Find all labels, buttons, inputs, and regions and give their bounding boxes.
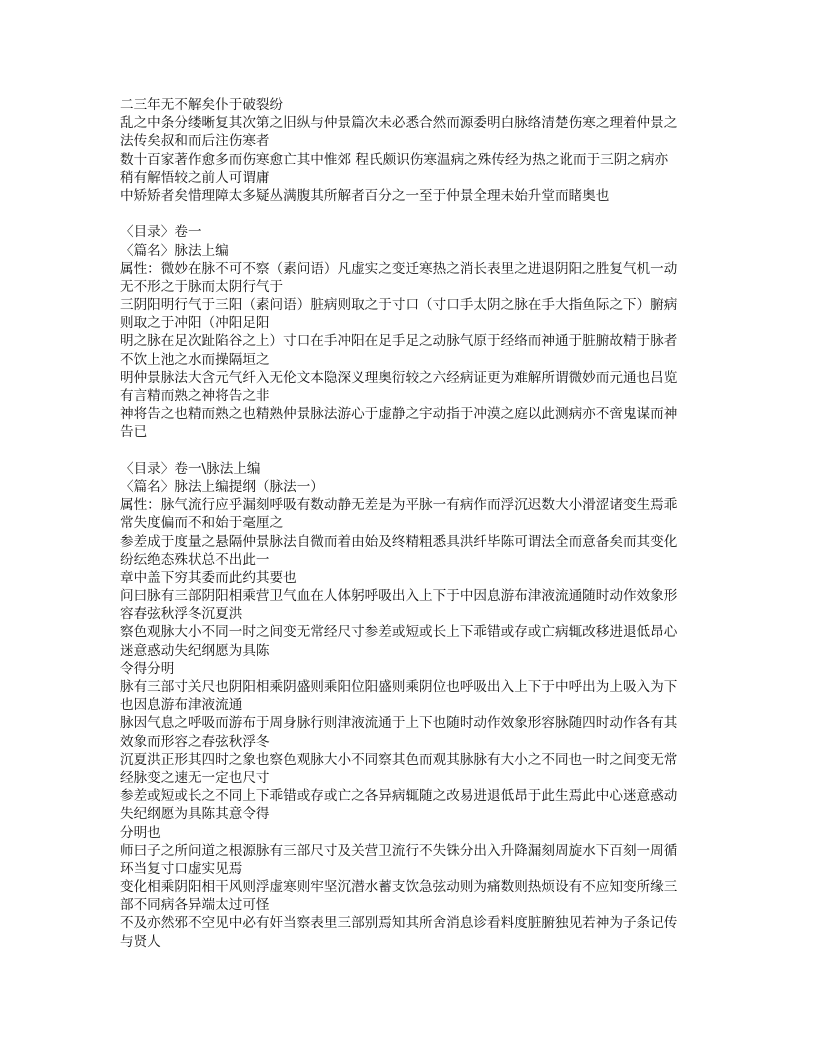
text-line: 变化相乘阴阳相干风则浮虚寒则牢坚沉潜水蓄支饮急弦动则为痛数则热烦设有不应知变所缘三	[120, 879, 678, 896]
text-line: 失纪纲愿为具陈其意令得	[120, 806, 270, 823]
text-line: 部不同病各异端太过可怪	[120, 897, 270, 914]
text-line: 三阴阳明行气于三阳（素问语）脏病则取之于寸口（寸口手太阴之脉在手大指鱼际之下）腑病	[120, 297, 678, 314]
text-line: 神将告之也精而熟之也精熟仲景脉法游心于虚静之宇动指于冲漠之庭以此测病亦不啻鬼谋而神	[120, 406, 678, 423]
text-line: 与贤人	[120, 933, 161, 950]
text-line: 纷纭绝态殊状总不出此一	[120, 551, 270, 568]
text-line: 师曰子之所问道之根源脉有三部尺寸及关营卫流行不失铢分出入升降漏刻周旋水下百刻一周循	[120, 842, 678, 859]
text-line: 脉有三部寸关尺也阴阳相乘阴盛则乘阳位阳盛则乘阴位也呼吸出入上下于中呼出为上吸入为下	[120, 679, 678, 695]
text-line: 乱之中条分缕晰复其次第之旧纵与仲景篇次未必悉合然而源委明白脉络清楚伤寒之理着仲景之	[120, 115, 678, 132]
document-body	[120, 96, 720, 951]
text-line: 经脉变之速无一定也尺寸	[120, 769, 270, 786]
text-line: 法传矣叔和而后注伤寒者	[120, 133, 270, 150]
text-line: 属性：微妙在脉不可不察（素问语）凡虚实之变迁寒热之消长表里之进退阴阳之胜复气机一动	[120, 260, 678, 277]
text-line: 章中盖下穷其委而此约其要也	[120, 569, 297, 586]
text-line: 常失度偏而不和始于毫厘之	[120, 515, 284, 532]
text-line: 沉夏洪正形其四时之象也察色观脉大小不同察其色而观其脉脉有大小之不同也一时之间变无常	[120, 751, 678, 768]
text-line: 参差或短或长之不同上下乖错或存或亡之各异病辄随之改易进退低昂于此生焉此中心迷意惑动	[120, 788, 678, 805]
text-line: 令得分明	[120, 660, 175, 677]
text-line: 〈篇名〉脉法上编	[120, 242, 229, 259]
text-line: 中矫矫者矣惜理障太多疑丛满腹其所解者百分之一至于仲景全理未始升堂而睹奥也	[120, 187, 610, 204]
text-line: 无不形之于脉而太阴行气于	[120, 278, 284, 295]
text-line: 迷意惑动失纪纲愿为具陈	[120, 642, 270, 659]
text-line: 属性：脉气流行应乎漏刻呼吸有数动静无差是为平脉一有病作而浮沉迟数大小滑涩诸变生焉乖	[120, 497, 678, 514]
text-line: 明之脉在足次趾陷谷之上）寸口在手冲阳在足手足之动脉气原于经络而神通于脏腑故精于脉者	[120, 333, 678, 350]
text-line: 〈目录〉卷一\脉法上编	[120, 460, 261, 477]
text-line: 〈篇名〉脉法上编提纲（脉法一）	[120, 478, 324, 495]
text-line: 也因息游布津液流通	[120, 697, 243, 714]
text-line: 效象而形容之春弦秋浮冬	[120, 733, 270, 750]
blank-line	[120, 205, 720, 223]
text-line: 环当复寸口虚实见焉	[120, 860, 243, 877]
text-line: 数十百家著作愈多而伤寒愈亡其中惟郊 程氏颇识伤寒温病之殊传经为热之讹而于三阴之病亦	[120, 151, 669, 168]
text-line: 〈目录〉卷一	[120, 224, 202, 241]
text-line: 有言精而熟之神将告之非	[120, 388, 270, 404]
text-line: 不及亦然邪不空见中必有奸当察表里三部别焉知其所舍消息诊看料度脏腑独见若神为子条记传	[120, 915, 678, 932]
text-line: 容春弦秋浮冬沉夏洪	[120, 606, 243, 623]
text-line: 告已	[120, 424, 148, 441]
text-line: 不饮上池之水而操隔垣之	[120, 351, 270, 368]
text-line: 稍有解悟较之前人可谓庸	[120, 169, 270, 186]
text-line: 参差成于度量之悬隔仲景脉法自微而着由始及终精粗悉具洪纤毕陈可谓法全而意备矣而其变化	[120, 533, 678, 550]
text-line: 问曰脉有三部阴阳相乘营卫气血在人体躬呼吸出入上下于中因息游布津液流通随时动作效象形	[120, 588, 678, 605]
text-line: 察色观脉大小不同一时之间变无常经尺寸参差或短或长上下乖错或存或亡病辄改移进退低昂心	[120, 624, 678, 641]
text-line: 明仲景脉法大含元气纤入无伦文本隐深义理奥衍较之六经病证更为难解所谓微妙而元通也吕览	[120, 369, 678, 386]
text-line: 脉因气息之呼吸而游布于周身脉行则津液流通于上下也随时动作效象形容脉随四时动作各有其	[120, 715, 678, 732]
text-line: 分明也	[120, 824, 161, 841]
text-line: 则取之于冲阳（冲阳足阳	[120, 315, 270, 332]
text-line: 二三年无不解矣仆于破裂纷	[120, 97, 284, 113]
blank-line	[120, 442, 720, 460]
